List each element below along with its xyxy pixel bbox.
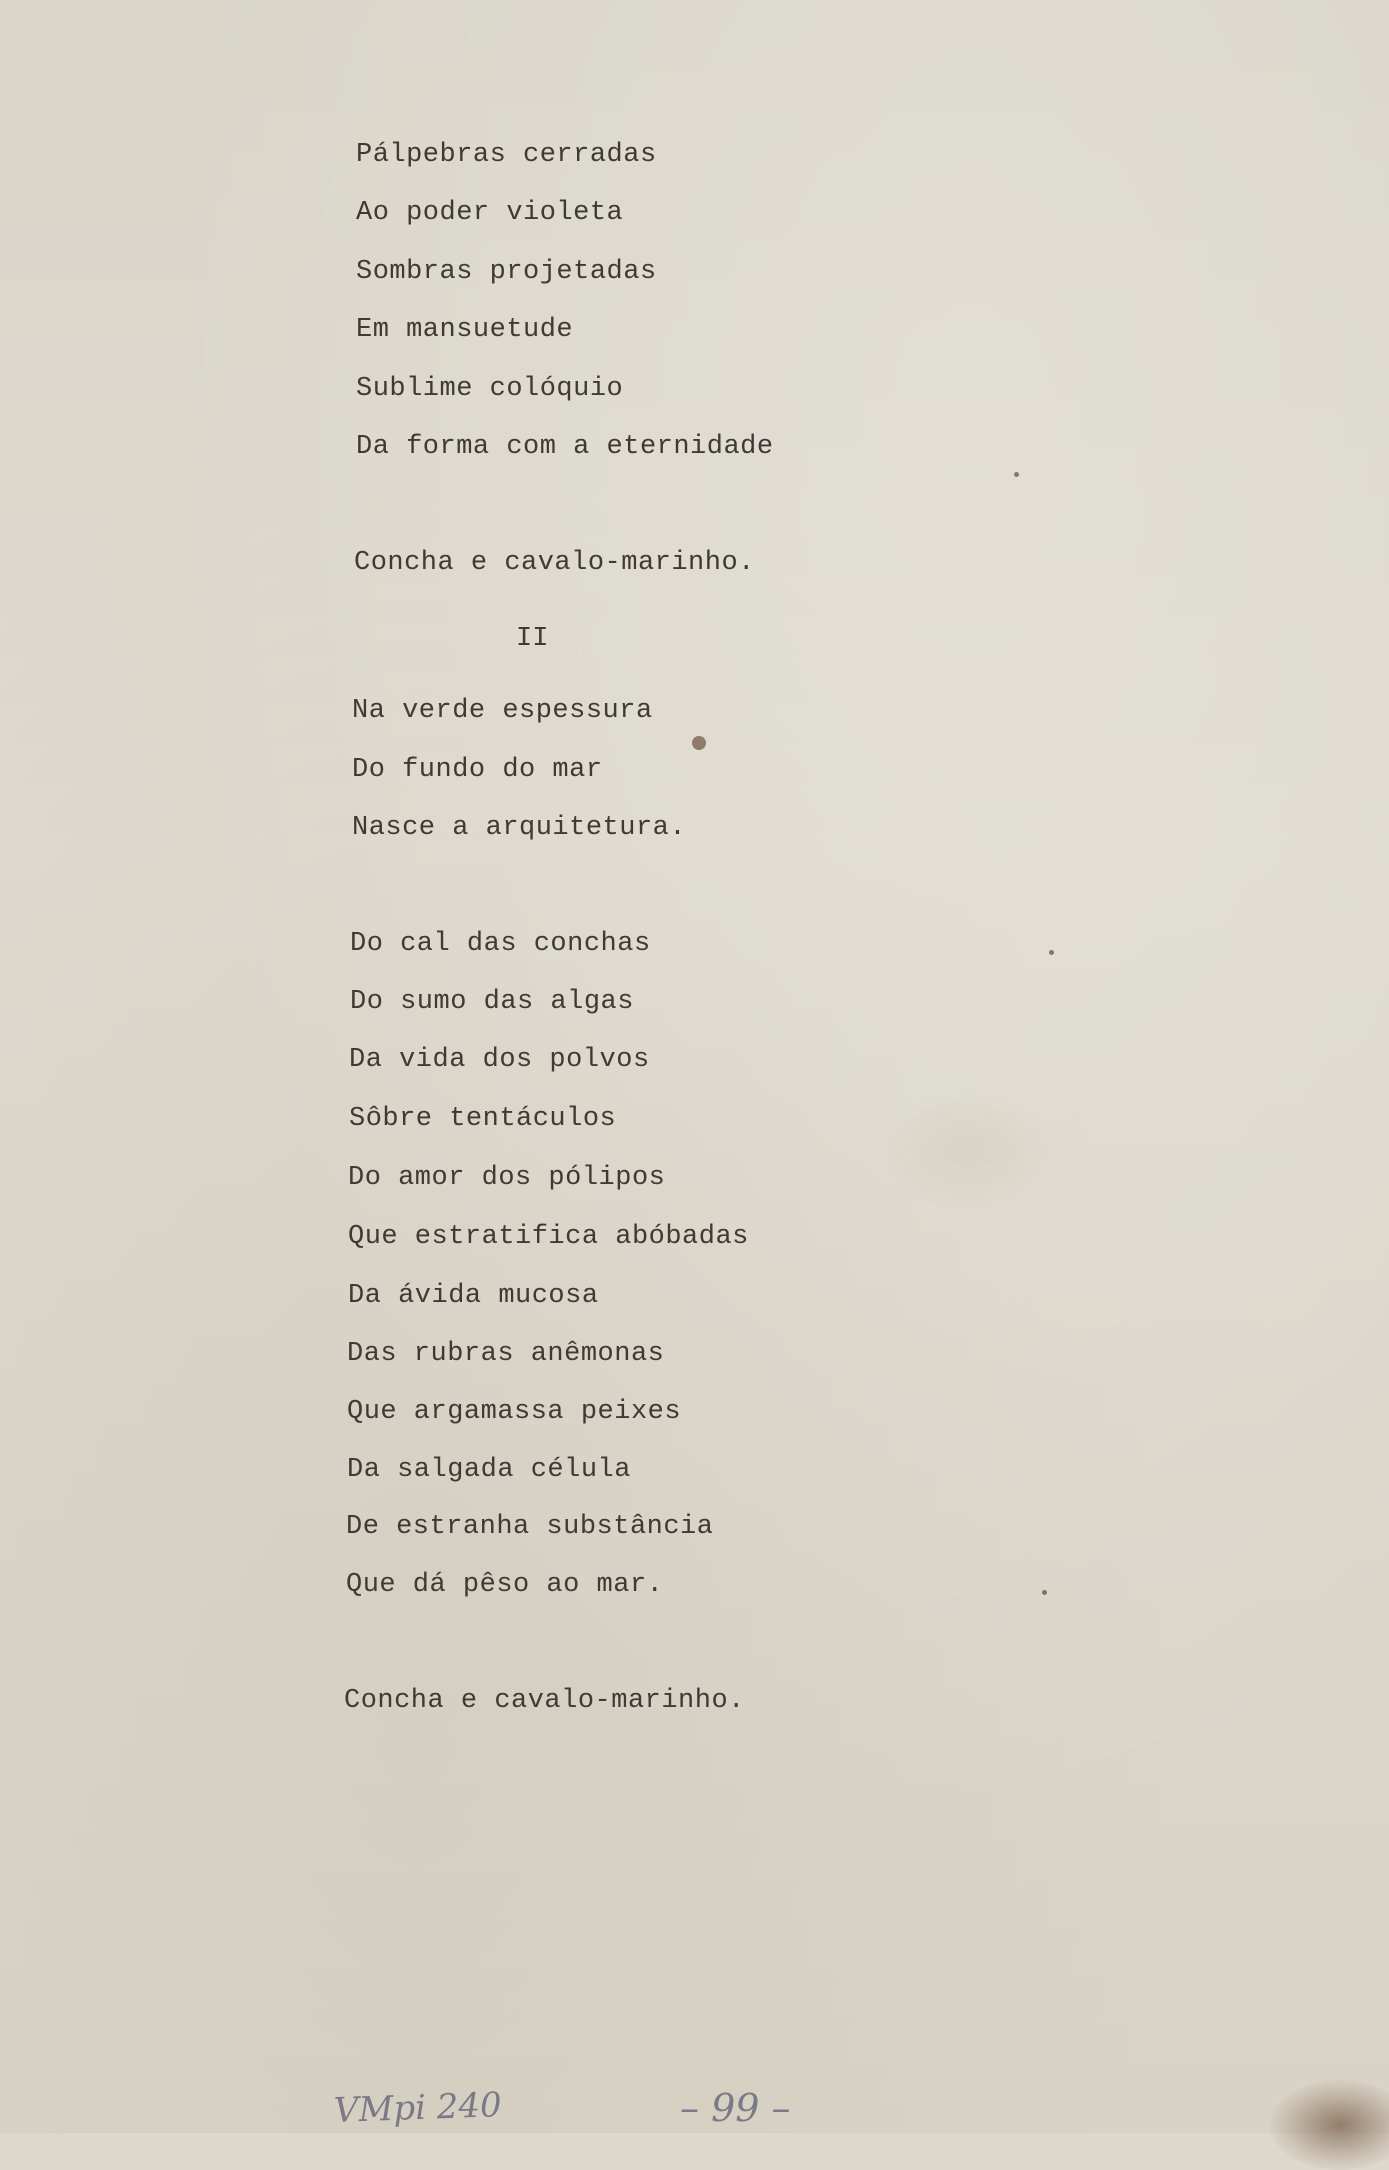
stanza-1-line: Em mansuetude: [356, 315, 574, 345]
stanza-1-line: Da forma com a eternidade: [356, 432, 774, 462]
stanza-3-line: Da salgada célula: [347, 1455, 631, 1485]
stanza-3-line: Sôbre tentáculos: [349, 1104, 617, 1134]
ink-spot: [1049, 950, 1054, 955]
stanza-3-line: Que argamassa peixes: [347, 1397, 682, 1427]
stanza-2-line: Na verde espessura: [352, 696, 653, 726]
water-stain: [880, 1090, 1060, 1210]
stanza-1-line: Sombras projetadas: [356, 257, 657, 287]
stanza-2-line: Do fundo do mar: [352, 755, 603, 785]
page-number: – 99 –: [680, 2086, 791, 2130]
section-numeral: II: [516, 624, 549, 654]
stanza-3-line: Do amor dos pólipos: [348, 1163, 666, 1193]
stanza-3-line: Do cal das conchas: [350, 929, 651, 959]
stanza-1-line: Sublime colóquio: [356, 374, 624, 404]
stanza-3-line: Da vida dos polvos: [349, 1045, 650, 1075]
ink-spot: [1014, 472, 1019, 477]
stanza-3-line: Das rubras anêmonas: [347, 1339, 665, 1369]
stanza-1-line: Pálpebras cerradas: [356, 140, 657, 170]
archive-note: VMpi 240: [333, 2085, 503, 2131]
ink-spot: [1042, 1590, 1047, 1595]
stanza-3-line: Que dá pêso ao mar.: [346, 1570, 664, 1600]
stanza-3-line: Que estratifica abóbadas: [348, 1222, 749, 1252]
refrain-line: Concha e cavalo-marinho.: [354, 548, 755, 578]
refrain-line: Concha e cavalo-marinho.: [344, 1686, 745, 1716]
stanza-3-line: Da ávida mucosa: [348, 1281, 599, 1311]
ink-spot: [692, 736, 706, 750]
stanza-2-line: Nasce a arquitetura.: [352, 813, 687, 843]
stanza-3-line: De estranha substância: [346, 1512, 714, 1542]
stanza-3-line: Do sumo das algas: [350, 987, 634, 1017]
stanza-1-line: Ao poder violeta: [356, 198, 624, 228]
corner-stain: [1270, 2080, 1389, 2170]
